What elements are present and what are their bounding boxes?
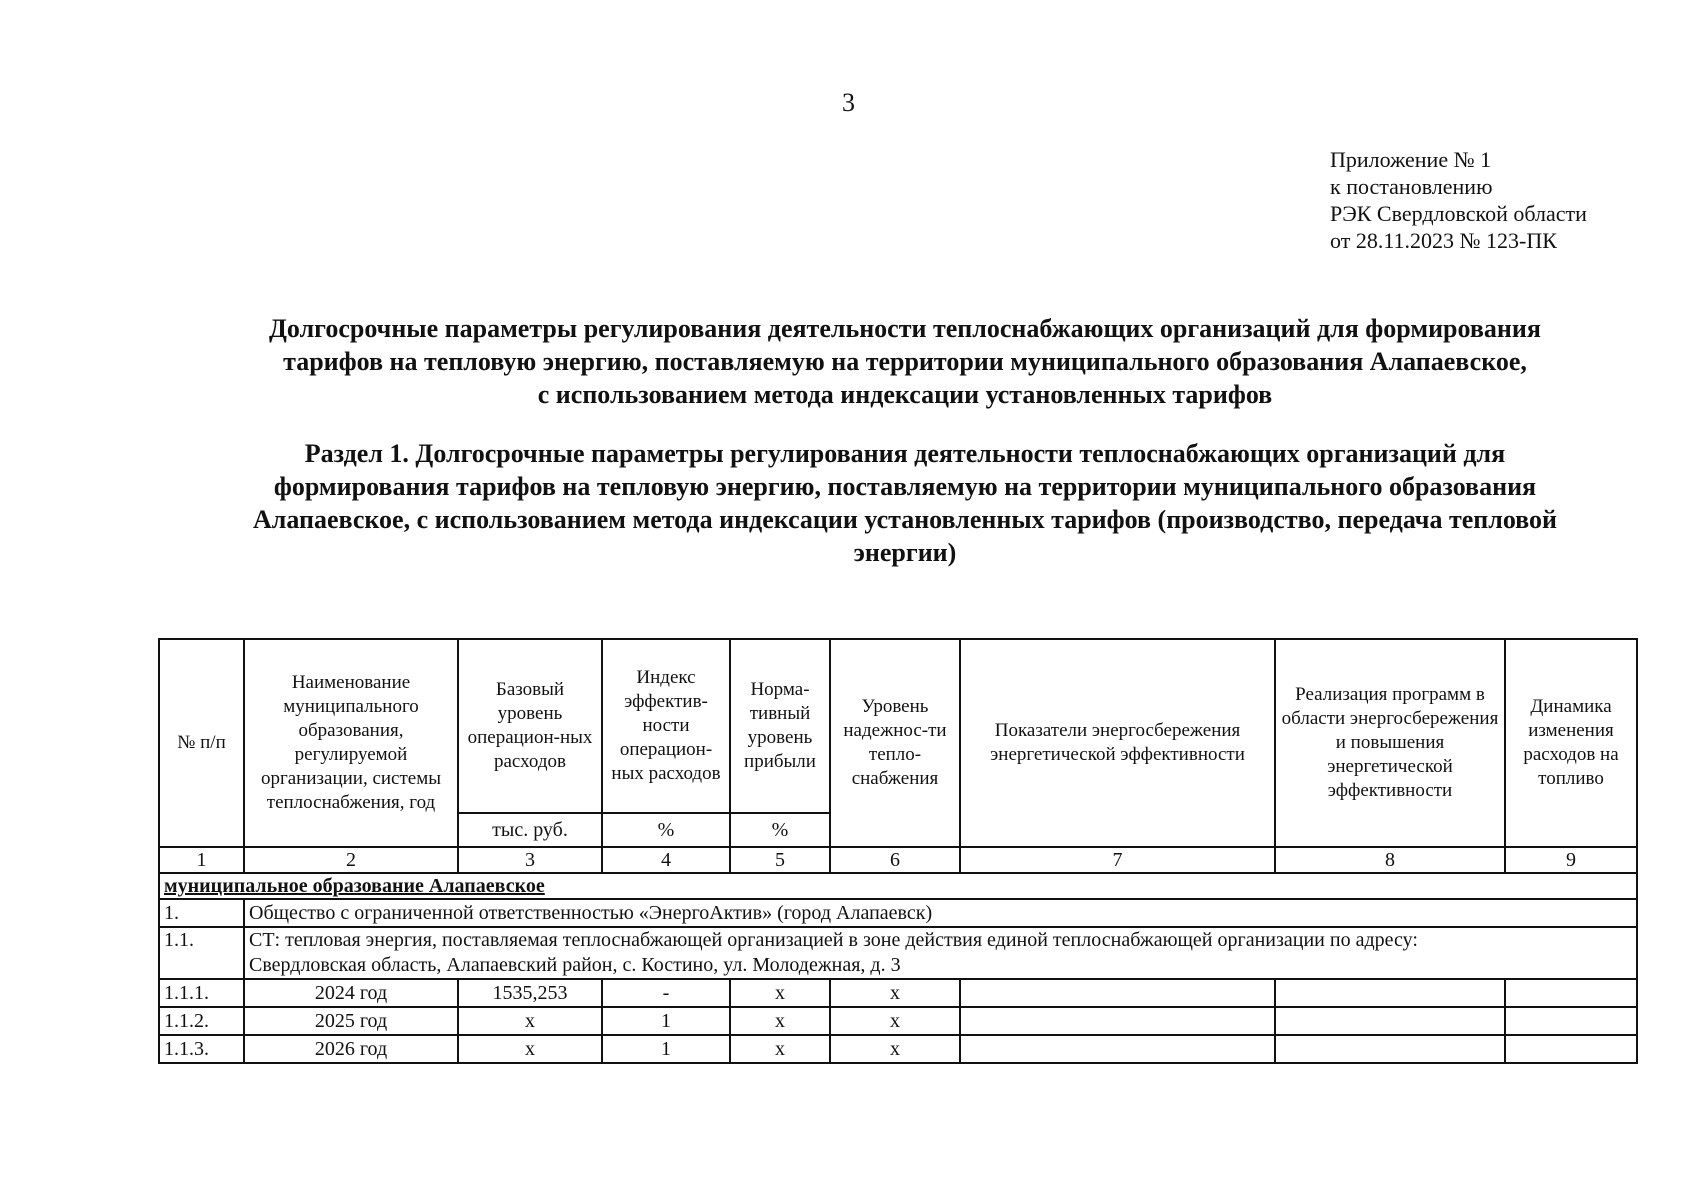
column-number: 3 [458,847,602,873]
unit-cell: % [730,813,830,847]
org-name: Общество с ограниченной ответственностью «ЭнергоАктив» (город Алапаевск) [244,899,1637,927]
row-reliability: х [830,1007,960,1035]
column-number: 2 [244,847,458,873]
table-row [159,979,1637,1007]
page-number: 3 [842,88,855,117]
header-profit: Норма-тивный уровень прибыли [730,639,830,813]
row-number: 1.1.3. [159,1035,244,1063]
system-line: Свердловская область, Алапаевский район, с. Костино, ул. Молодежная, д. 3 [249,954,901,976]
municipality-name: муниципальное образование Алапаевское [159,873,1637,899]
appendix-line: к постановлению [1330,174,1493,199]
section-title-line: формирования тарифов на тепловую энергию, поставляемую на территории муниципального образования [273,472,1537,501]
row-programs [1275,979,1505,1007]
organization-row [159,899,1637,927]
section-title-line: энергии) [853,538,957,567]
row-efficiency-index: - [602,979,730,1007]
row-fuel-dynamics [1505,979,1637,1007]
municipality-row [159,873,1637,899]
title-line: с использованием метода индексации установленных тарифов [537,380,1273,409]
column-number: 4 [602,847,730,873]
row-energy-saving [960,1035,1275,1063]
table-header-row [159,639,1637,813]
row-fuel-dynamics [1505,1007,1637,1035]
row-year: 2025 год [244,1007,458,1035]
row-reliability: х [830,979,960,1007]
section-title [140,437,1670,569]
row-programs [1275,1035,1505,1063]
unit-cell: % [602,813,730,847]
column-number: 7 [960,847,1275,873]
header-name: Наименование муниципального образования, регулируемой организации, системы теплоснабжения, год [244,639,458,847]
row-programs [1275,1007,1505,1035]
org-number: 1. [159,899,244,927]
section-title-line: Алапаевское, с использованием метода индексации установленных тарифов (производство, передача тепловой [252,505,1558,534]
section-title-line: Раздел 1. Долгосрочные параметры регулирования деятельности теплоснабжающих организаций для [304,439,1506,468]
row-year: 2026 год [244,1035,458,1063]
appendix-block [1330,146,1587,254]
header-fuel-dynamics: Динамика изменения расходов на топливо [1505,639,1637,847]
row-base-opex: х [458,1007,602,1035]
parameters-table [158,638,1638,1064]
column-number: 5 [730,847,830,873]
system-line: СТ: тепловая энергия, поставляемая теплоснабжающей организацией в зоне действия единой теплоснабжающей организации по адресу: [249,929,1418,951]
row-energy-saving [960,1007,1275,1035]
row-base-opex: 1535,253 [458,979,602,1007]
system-description [244,927,1637,979]
row-energy-saving [960,979,1275,1007]
appendix-line: от 28.11.2023 № 123-ПК [1330,228,1557,253]
header-base-opex: Базовый уровень операцион-ных расходов [458,639,602,813]
unit-cell: тыс. руб. [458,813,602,847]
title-line: тарифов на тепловую энергию, поставляемую на территории муниципального образования Алапаевское, [283,347,1527,376]
header-num: № п/п [159,639,244,847]
row-reliability: х [830,1035,960,1063]
header-energy-saving: Показатели энергосбережения энергетической эффективности [960,639,1275,847]
row-fuel-dynamics [1505,1035,1637,1063]
title-line: Долгосрочные параметры регулирования деятельности теплоснабжающих организаций для формирования [269,314,1541,343]
appendix-line: РЭК Свердловской области [1330,201,1587,226]
column-number: 6 [830,847,960,873]
row-profit: х [730,979,830,1007]
column-number: 1 [159,847,244,873]
column-number: 9 [1505,847,1637,873]
header-efficiency-index: Индекс эффектив-ности операцион-ных расходов [602,639,730,813]
row-number: 1.1.2. [159,1007,244,1035]
header-reliability: Уровень надежнос-ти тепло-снабжения [830,639,960,847]
system-number: 1.1. [159,927,244,979]
header-programs: Реализация программ в области энергосбережения и повышения энергетической эффективности [1275,639,1505,847]
column-numbers-row [159,847,1637,873]
row-number: 1.1.1. [159,979,244,1007]
document-title [140,312,1670,411]
row-efficiency-index: 1 [602,1035,730,1063]
row-efficiency-index: 1 [602,1007,730,1035]
row-profit: х [730,1035,830,1063]
system-row [159,927,1637,979]
table-row [159,1035,1637,1063]
column-number: 8 [1275,847,1505,873]
row-year: 2024 год [244,979,458,1007]
appendix-line: Приложение № 1 [1330,147,1492,172]
table-row [159,1007,1637,1035]
row-profit: х [730,1007,830,1035]
row-base-opex: х [458,1035,602,1063]
